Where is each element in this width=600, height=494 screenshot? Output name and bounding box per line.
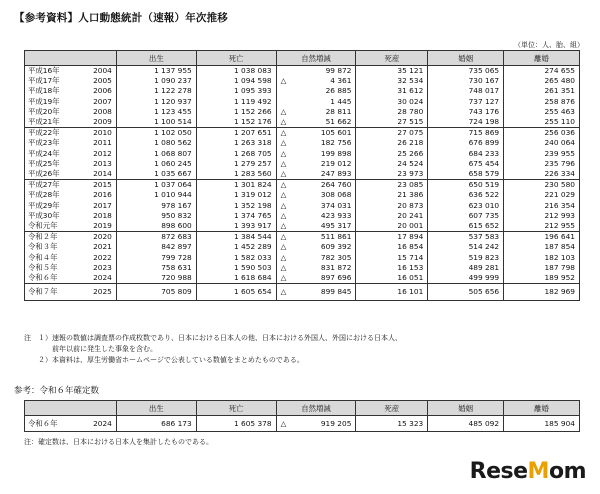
era-cell: 平成20年 xyxy=(25,107,71,117)
natural-change-cell xyxy=(276,190,356,200)
natural-change-value: 28 811 xyxy=(325,106,352,116)
notes xyxy=(24,333,402,366)
decrease-mark: △ xyxy=(280,190,287,200)
divorce-cell: 212 955 xyxy=(504,221,580,232)
decrease-mark: △ xyxy=(280,232,287,242)
natural-change-value: 831 872 xyxy=(320,262,352,272)
table-row xyxy=(25,263,580,273)
natural-change-cell xyxy=(276,201,356,211)
natural-change-cell xyxy=(276,128,356,139)
year-cell: 2009 xyxy=(70,117,116,128)
stillbirth-cell: 17 894 xyxy=(356,232,428,243)
year-cell: 2014 xyxy=(70,169,116,180)
decrease-mark: △ xyxy=(280,200,287,210)
unit-label: （単位：人、胎、組） xyxy=(514,41,584,49)
death-cell: 1 374 765 xyxy=(196,211,276,221)
death-cell: 1 095 393 xyxy=(196,86,276,96)
table-row xyxy=(25,242,580,252)
divorce-cell: 274 655 xyxy=(504,66,580,77)
reference-label: 参考：令和６年確定数 xyxy=(14,386,100,396)
birth-cell: 1 035 667 xyxy=(116,169,196,180)
birth-cell: 1 100 514 xyxy=(116,117,196,128)
year-cell: 2004 xyxy=(70,66,116,77)
decrease-mark: △ xyxy=(280,128,287,138)
era-cell: 令和３年 xyxy=(25,242,71,252)
divorce-cell: 255 110 xyxy=(504,117,580,128)
natural-change-value: 247 893 xyxy=(320,169,352,179)
birth-cell: 950 832 xyxy=(116,211,196,221)
decrease-mark: △ xyxy=(280,419,287,428)
natural-change-value: 609 392 xyxy=(320,242,352,252)
natural-change-cell xyxy=(276,86,356,96)
table-row xyxy=(25,211,580,221)
decrease-mark: △ xyxy=(280,287,287,297)
table-row xyxy=(25,273,580,284)
stillbirth-cell: 15 323 xyxy=(356,416,428,432)
marriage-cell: 737 127 xyxy=(428,97,504,107)
death-cell: 1 384 544 xyxy=(196,232,276,243)
natural-change-value: 374 031 xyxy=(320,200,352,210)
marriage-cell: 636 522 xyxy=(428,190,504,200)
divorce-cell: 182 969 xyxy=(504,284,580,301)
note-line: ２）本資料は、厚生労働省ホームページで公表している数値をまとめたものである。 xyxy=(24,356,304,364)
natural-change-value: 782 305 xyxy=(320,252,352,262)
birth-cell: 1 090 237 xyxy=(116,76,196,86)
year-cell: 2020 xyxy=(70,232,116,243)
birth-cell: 1 123 455 xyxy=(116,107,196,117)
stillbirth-cell: 28 780 xyxy=(356,107,428,117)
stillbirth-cell: 20 241 xyxy=(356,211,428,221)
death-cell: 1 319 012 xyxy=(196,190,276,200)
death-cell: 1 605 378 xyxy=(196,416,276,432)
year-cell: 2011 xyxy=(70,138,116,148)
stillbirth-cell: 16 051 xyxy=(356,273,428,284)
era-cell: 平成26年 xyxy=(25,169,71,180)
stillbirth-cell: 16 101 xyxy=(356,284,428,301)
natural-change-cell xyxy=(276,211,356,221)
birth-cell: 898 600 xyxy=(116,221,196,232)
natural-change-value: 182 756 xyxy=(320,138,352,148)
marriage-cell: 715 869 xyxy=(428,128,504,139)
death-cell: 1 263 318 xyxy=(196,138,276,148)
marriage-cell: 735 065 xyxy=(428,66,504,77)
marriage-cell: 505 656 xyxy=(428,284,504,301)
year-cell: 2024 xyxy=(70,416,116,432)
decrease-mark: △ xyxy=(280,242,287,252)
natural-change-cell xyxy=(276,221,356,232)
year-cell: 2023 xyxy=(70,263,116,273)
table-row xyxy=(25,149,580,159)
divorce-cell: 235 796 xyxy=(504,159,580,169)
marriage-cell: 650 519 xyxy=(428,180,504,191)
death-cell: 1 605 654 xyxy=(196,284,276,301)
header-divorce: 離婚 xyxy=(504,401,580,416)
note-line: 前年以前に発生した事象を含む。 xyxy=(24,345,157,353)
table-row xyxy=(25,138,580,148)
marriage-cell: 724 198 xyxy=(428,117,504,128)
death-cell: 1 038 083 xyxy=(196,66,276,77)
year-cell: 2012 xyxy=(70,149,116,159)
table-row xyxy=(25,76,580,86)
death-cell: 1 393 917 xyxy=(196,221,276,232)
era-cell: 平成19年 xyxy=(25,97,71,107)
table-row xyxy=(25,159,580,169)
death-cell: 1 283 560 xyxy=(196,169,276,180)
stillbirth-cell: 25 266 xyxy=(356,149,428,159)
natural-change-cell xyxy=(276,273,356,284)
table-body xyxy=(25,66,580,301)
resemom-logo: ReseMom xyxy=(469,459,586,484)
divorce-cell: 212 993 xyxy=(504,211,580,221)
birth-cell: 1 102 050 xyxy=(116,128,196,139)
header-stillbirth: 死産 xyxy=(356,51,428,66)
divorce-cell: 258 876 xyxy=(504,97,580,107)
era-cell: 平成17年 xyxy=(25,76,71,86)
natural-change-cell xyxy=(276,66,356,77)
table-header-row xyxy=(25,51,580,66)
marriage-cell: 489 281 xyxy=(428,263,504,273)
decrease-mark: △ xyxy=(280,169,287,179)
page-title: 【参考資料】人口動態統計（速報）年次推移 xyxy=(14,12,228,24)
death-cell: 1 590 503 xyxy=(196,263,276,273)
year-cell: 2019 xyxy=(70,221,116,232)
year-cell: 2017 xyxy=(70,201,116,211)
natural-change-cell xyxy=(276,97,356,107)
header-marriage: 婚姻 xyxy=(428,51,504,66)
natural-change-value: 264 760 xyxy=(320,180,352,190)
table-row xyxy=(25,201,580,211)
death-cell: 1 352 198 xyxy=(196,201,276,211)
natural-change-cell xyxy=(276,169,356,180)
decrease-mark: △ xyxy=(280,180,287,190)
natural-change-value: 1 445 xyxy=(330,96,352,106)
birth-cell: 1 068 807 xyxy=(116,149,196,159)
marriage-cell: 499 999 xyxy=(428,273,504,284)
death-cell: 1 452 289 xyxy=(196,242,276,252)
year-cell: 2015 xyxy=(70,180,116,191)
divorce-cell: 187 854 xyxy=(504,242,580,252)
natural-change-value: 105 601 xyxy=(320,128,352,138)
natural-change-value: 51 662 xyxy=(325,117,352,127)
decrease-mark: △ xyxy=(280,210,287,220)
marriage-cell: 684 233 xyxy=(428,149,504,159)
stillbirth-cell: 20 001 xyxy=(356,221,428,232)
death-cell: 1 279 257 xyxy=(196,159,276,169)
birth-cell: 1 137 955 xyxy=(116,66,196,77)
marriage-cell: 485 092 xyxy=(428,416,504,432)
table-row xyxy=(25,128,580,139)
divorce-cell: 226 334 xyxy=(504,169,580,180)
divorce-cell: 261 351 xyxy=(504,86,580,96)
natural-change-value: 199 898 xyxy=(320,148,352,158)
annual-trend-table xyxy=(24,50,580,301)
birth-cell: 705 809 xyxy=(116,284,196,301)
header-stillbirth: 死産 xyxy=(356,401,428,416)
marriage-cell: 676 899 xyxy=(428,138,504,148)
year-cell: 2006 xyxy=(70,86,116,96)
birth-cell: 758 631 xyxy=(116,263,196,273)
natural-change-cell xyxy=(276,138,356,148)
header-natural-change: 自然増減 xyxy=(276,51,356,66)
death-cell: 1 582 033 xyxy=(196,253,276,263)
natural-change-value: 899 845 xyxy=(320,287,352,297)
era-cell: 令和２年 xyxy=(25,232,71,243)
stillbirth-cell: 27 515 xyxy=(356,117,428,128)
marriage-cell: 675 454 xyxy=(428,159,504,169)
reference-row xyxy=(25,416,580,432)
natural-change-value: 495 317 xyxy=(320,221,352,231)
era-cell: 平成30年 xyxy=(25,211,71,221)
table-row xyxy=(25,86,580,96)
divorce-cell: 240 064 xyxy=(504,138,580,148)
era-cell: 令和７年 xyxy=(25,284,71,301)
divorce-cell: 239 955 xyxy=(504,149,580,159)
natural-change-cell xyxy=(276,253,356,263)
stillbirth-cell: 27 075 xyxy=(356,128,428,139)
header-year xyxy=(25,51,117,66)
birth-cell: 1 080 562 xyxy=(116,138,196,148)
table-row xyxy=(25,117,580,128)
stillbirth-cell: 31 612 xyxy=(356,86,428,96)
natural-change-value: 99 872 xyxy=(325,66,352,75)
decrease-mark: △ xyxy=(280,158,287,168)
stillbirth-cell: 23 973 xyxy=(356,169,428,180)
marriage-cell: 743 176 xyxy=(428,107,504,117)
natural-change-value: 897 696 xyxy=(320,273,352,283)
table-row xyxy=(25,190,580,200)
marriage-cell: 514 242 xyxy=(428,242,504,252)
reference-note: 注：確定数は、日本における日本人を集計したものである。 xyxy=(24,438,213,446)
natural-change-cell xyxy=(276,242,356,252)
header-natural-change: 自然増減 xyxy=(276,401,356,416)
stillbirth-cell: 21 386 xyxy=(356,190,428,200)
decrease-mark: △ xyxy=(280,138,287,148)
divorce-cell: 187 798 xyxy=(504,263,580,273)
era-cell: 平成24年 xyxy=(25,149,71,159)
birth-cell: 1 120 937 xyxy=(116,97,196,107)
table-row xyxy=(25,66,580,77)
natural-change-cell xyxy=(276,416,356,432)
era-cell: 令和５年 xyxy=(25,263,71,273)
divorce-cell: 255 463 xyxy=(504,107,580,117)
natural-change-value: 4 361 xyxy=(330,76,352,86)
birth-cell: 978 167 xyxy=(116,201,196,211)
marriage-cell: 615 652 xyxy=(428,221,504,232)
birth-cell: 1 060 245 xyxy=(116,159,196,169)
birth-cell: 799 728 xyxy=(116,253,196,263)
stillbirth-cell: 16 153 xyxy=(356,263,428,273)
header-death: 死亡 xyxy=(196,401,276,416)
reference-header-row xyxy=(25,401,580,416)
era-cell: 平成25年 xyxy=(25,159,71,169)
divorce-cell: 265 480 xyxy=(504,76,580,86)
death-cell: 1 152 266 xyxy=(196,107,276,117)
year-cell: 2016 xyxy=(70,190,116,200)
decrease-mark: △ xyxy=(280,148,287,158)
reference-table xyxy=(24,400,580,432)
death-cell: 1 268 705 xyxy=(196,149,276,159)
divorce-cell: 182 103 xyxy=(504,253,580,263)
death-cell: 1 152 176 xyxy=(196,117,276,128)
era-cell: 令和元年 xyxy=(25,221,71,232)
divorce-cell: 256 036 xyxy=(504,128,580,139)
marriage-cell: 748 017 xyxy=(428,86,504,96)
decrease-mark: △ xyxy=(280,76,287,86)
table-row xyxy=(25,253,580,263)
marriage-cell: 730 167 xyxy=(428,76,504,86)
era-cell: 平成23年 xyxy=(25,138,71,148)
year-cell: 2022 xyxy=(70,253,116,263)
year-cell: 2018 xyxy=(70,211,116,221)
natural-change-cell xyxy=(276,117,356,128)
death-cell: 1 119 492 xyxy=(196,97,276,107)
era-cell: 令和６年 xyxy=(25,416,71,432)
marriage-cell: 519 823 xyxy=(428,253,504,263)
death-cell: 1 207 651 xyxy=(196,128,276,139)
era-cell: 平成18年 xyxy=(25,86,71,96)
stillbirth-cell: 30 024 xyxy=(356,97,428,107)
divorce-cell: 196 641 xyxy=(504,232,580,243)
natural-change-cell xyxy=(276,76,356,86)
death-cell: 1 094 598 xyxy=(196,76,276,86)
marriage-cell: 623 010 xyxy=(428,201,504,211)
stillbirth-cell: 35 121 xyxy=(356,66,428,77)
stillbirth-cell: 24 524 xyxy=(356,159,428,169)
year-cell: 2024 xyxy=(70,273,116,284)
era-cell: 平成27年 xyxy=(25,180,71,191)
natural-change-value: 423 933 xyxy=(320,210,352,220)
divorce-cell: 185 904 xyxy=(504,416,580,432)
birth-cell: 686 173 xyxy=(116,416,196,432)
birth-cell: 1 122 278 xyxy=(116,86,196,96)
birth-cell: 1 037 064 xyxy=(116,180,196,191)
year-cell: 2025 xyxy=(70,284,116,301)
natural-change-cell xyxy=(276,149,356,159)
era-cell: 平成16年 xyxy=(25,66,71,77)
decrease-mark: △ xyxy=(280,252,287,262)
table-row xyxy=(25,284,580,301)
stillbirth-cell: 23 085 xyxy=(356,180,428,191)
table-row xyxy=(25,180,580,191)
natural-change-value: 26 885 xyxy=(325,86,352,96)
era-cell: 平成21年 xyxy=(25,117,71,128)
stillbirth-cell: 16 854 xyxy=(356,242,428,252)
table-row xyxy=(25,221,580,232)
birth-cell: 1 010 944 xyxy=(116,190,196,200)
year-cell: 2010 xyxy=(70,128,116,139)
stillbirth-cell: 15 714 xyxy=(356,253,428,263)
year-cell: 2007 xyxy=(70,97,116,107)
death-cell: 1 301 824 xyxy=(196,180,276,191)
stillbirth-cell: 32 534 xyxy=(356,76,428,86)
header-death: 死亡 xyxy=(196,51,276,66)
natural-change-value: 219 012 xyxy=(320,158,352,168)
year-cell: 2021 xyxy=(70,242,116,252)
era-cell: 令和４年 xyxy=(25,253,71,263)
table-row xyxy=(25,107,580,117)
decrease-mark: △ xyxy=(280,273,287,283)
era-cell: 平成22年 xyxy=(25,128,71,139)
marriage-cell: 658 579 xyxy=(428,169,504,180)
header-birth: 出生 xyxy=(116,51,196,66)
natural-change-value: 919 205 xyxy=(320,419,352,428)
header-divorce: 離婚 xyxy=(504,51,580,66)
marriage-cell: 607 735 xyxy=(428,211,504,221)
natural-change-cell xyxy=(276,263,356,273)
divorce-cell: 221 029 xyxy=(504,190,580,200)
marriage-cell: 537 583 xyxy=(428,232,504,243)
year-cell: 2013 xyxy=(70,159,116,169)
birth-cell: 720 988 xyxy=(116,273,196,284)
decrease-mark: △ xyxy=(280,221,287,231)
death-cell: 1 618 684 xyxy=(196,273,276,284)
header-birth: 出生 xyxy=(116,401,196,416)
natural-change-value: 308 068 xyxy=(320,190,352,200)
year-cell: 2008 xyxy=(70,107,116,117)
table-row xyxy=(25,232,580,243)
natural-change-cell xyxy=(276,159,356,169)
table-row xyxy=(25,169,580,180)
decrease-mark: △ xyxy=(280,106,287,116)
birth-cell: 842 897 xyxy=(116,242,196,252)
natural-change-cell xyxy=(276,107,356,117)
note-line: 注 １）速報の数値は調査票の作成枚数であり、日本における日本人の他、日本における外国人、外国における日本人、 xyxy=(24,334,402,342)
natural-change-cell xyxy=(276,284,356,301)
divorce-cell: 189 952 xyxy=(504,273,580,284)
decrease-mark: △ xyxy=(280,262,287,272)
table-row xyxy=(25,97,580,107)
divorce-cell: 216 354 xyxy=(504,201,580,211)
year-cell: 2005 xyxy=(70,76,116,86)
natural-change-value: 511 861 xyxy=(320,232,352,242)
decrease-mark: △ xyxy=(280,117,287,127)
stillbirth-cell: 26 218 xyxy=(356,138,428,148)
era-cell: 令和６年 xyxy=(25,273,71,284)
era-cell: 平成29年 xyxy=(25,201,71,211)
divorce-cell: 230 580 xyxy=(504,180,580,191)
birth-cell: 872 683 xyxy=(116,232,196,243)
era-cell: 平成28年 xyxy=(25,190,71,200)
natural-change-cell xyxy=(276,232,356,243)
header-marriage: 婚姻 xyxy=(428,401,504,416)
natural-change-cell xyxy=(276,180,356,191)
stillbirth-cell: 20 873 xyxy=(356,201,428,211)
header-year xyxy=(25,401,117,416)
